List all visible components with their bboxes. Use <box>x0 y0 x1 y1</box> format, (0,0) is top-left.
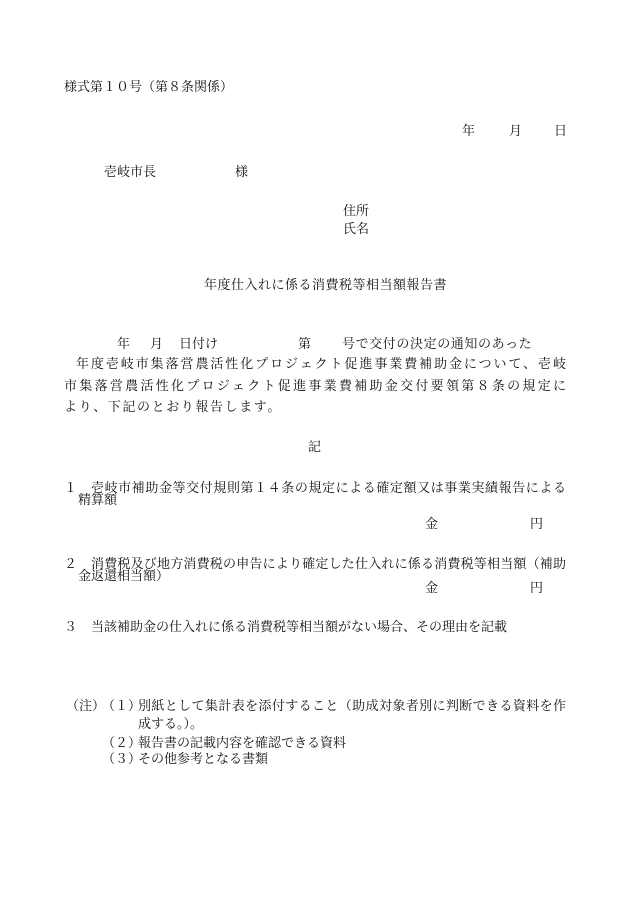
item-1-number: １ <box>64 481 78 496</box>
date-year: 年 <box>462 124 476 139</box>
item-2-number: ２ <box>64 557 78 572</box>
item-3-number: ３ <box>64 620 78 635</box>
note-2-number: （２） <box>102 736 142 751</box>
ki-heading: 記 <box>308 440 322 455</box>
item-1-text-line-1: 壱岐市補助金等交付規則第１４条の規定による確定額又は事業実績報告による <box>91 481 566 496</box>
body-number-prefix: 第 <box>298 337 312 352</box>
item-1-text-line-2: 精算額 <box>78 493 118 508</box>
item-2-amount-prefix: 金 <box>425 581 439 596</box>
note-3-text: その他参考となる書類 <box>138 752 269 767</box>
item-1-amount-prefix: 金 <box>425 517 439 532</box>
name-label: 氏名 <box>343 222 370 237</box>
item-2-text-line-2: 金返還相当額） <box>78 569 170 584</box>
body-month: 月 <box>150 337 164 352</box>
address-label: 住所 <box>343 204 370 219</box>
notes-label: （注） <box>66 699 106 714</box>
addressee-honorific: 様 <box>235 165 249 180</box>
document-title: 年度仕入れに係る消費税等相当額報告書 <box>204 278 448 293</box>
body-line-2: 年度壱岐市集落営農活性化プロジェクト促進事業費補助金について、壱岐 <box>76 357 566 372</box>
item-2-text-line-1: 消費税及び地方消費税の申告により確定した仕入れに係る消費税等相当額（補助 <box>91 557 566 572</box>
date-month: 月 <box>509 124 523 139</box>
note-3-number: （３） <box>102 752 142 767</box>
item-2-amount-suffix: 円 <box>530 581 544 596</box>
item-1-amount-suffix: 円 <box>530 517 544 532</box>
note-1-line-2: 成する。）。 <box>138 717 204 732</box>
note-2-text: 報告書の記載内容を確認できる資料 <box>138 736 347 751</box>
item-3-text: 当該補助金の仕入れに係る消費税等相当額がない場合、その理由を記載 <box>91 620 508 635</box>
body-day-suffix: 日付け <box>179 337 219 352</box>
note-1-line-1: 別紙として集計表を添付すること（助成対象者別に判断できる資料を作 <box>138 699 566 714</box>
addressee-name: 壱岐市長 <box>104 165 157 180</box>
note-1-number: （１） <box>102 699 142 714</box>
body-line-4: より、下記のとおり報告します。 <box>64 400 282 415</box>
body-year: 年 <box>117 337 131 352</box>
date-day: 日 <box>554 124 568 139</box>
form-number: 様式第１０号（第８条関係） <box>64 80 234 95</box>
body-line-3: 市集落営農活性化プロジェクト促進事業費補助金交付要領第８条の規定に <box>64 379 566 394</box>
body-number-suffix: 号で交付の決定の通知のあった <box>342 337 533 352</box>
